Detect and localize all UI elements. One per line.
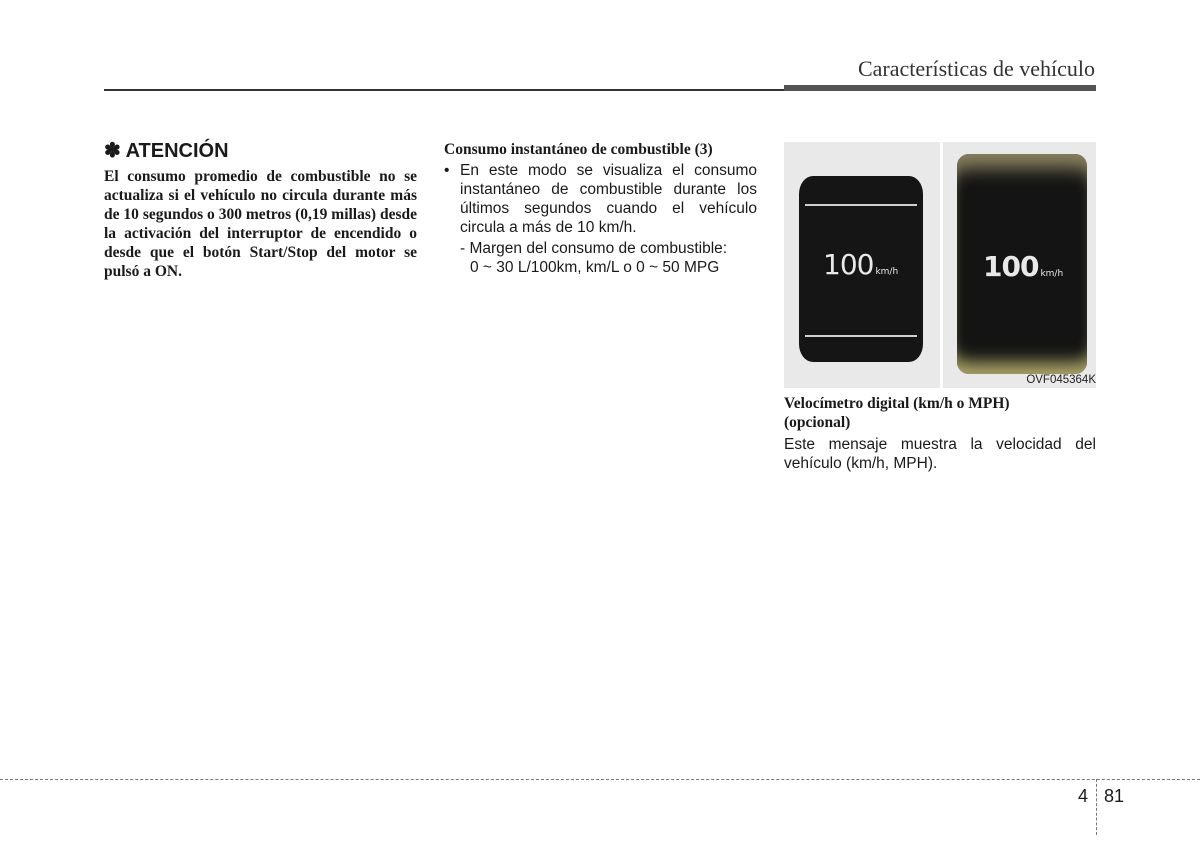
figure-divider xyxy=(940,142,943,388)
fuel-bullet-text: En este modo se visualiza el consumo instantáneo de combustible durante los últimos segundos cuando el vehículo circula a más de 10 km/h. xyxy=(460,162,757,236)
display-top-line xyxy=(805,204,917,206)
fuel-bullet xyxy=(444,161,757,237)
speed-readout-left xyxy=(823,248,898,281)
chapter-number: 4 xyxy=(1078,786,1089,806)
speedometer-body: Este mensaje muestra la velocidad del vehículo (km/h, MPH). xyxy=(784,436,1096,472)
attention-heading: ✽ ATENCIÓN xyxy=(104,140,229,162)
header-rule-thin xyxy=(104,89,784,91)
page-number: 81 xyxy=(1104,786,1125,806)
speedometer-heading-2: (opcional) xyxy=(784,414,851,431)
bullet-mark: • xyxy=(444,162,450,179)
footer-rule xyxy=(0,779,1200,780)
page-header-title: Características de vehículo xyxy=(857,56,1095,81)
speed-unit: km/h xyxy=(1040,269,1064,279)
speed-value: 100 xyxy=(823,248,874,281)
cluster-display-supervision xyxy=(957,154,1087,374)
speed-readout-right xyxy=(983,250,1063,283)
fuel-range-line2: 0 ~ 30 L/100km, km/L o 0 ~ 50 MPG xyxy=(470,259,720,276)
speedometer-caption xyxy=(784,394,1096,473)
footer-vertical-rule xyxy=(1096,779,1097,835)
display-bottom-line xyxy=(805,335,917,337)
cluster-display-standard xyxy=(799,176,923,362)
figure-code: OVF045364K xyxy=(1026,374,1096,386)
fuel-section-heading: Consumo instantáneo de combustible (3) xyxy=(444,141,713,158)
speedometer-heading-1: Velocímetro digital (km/h o MPH) xyxy=(784,395,1010,412)
fuel-consumption-section xyxy=(444,140,757,277)
attention-note xyxy=(104,138,417,281)
speed-value: 100 xyxy=(983,250,1039,283)
cluster-figure xyxy=(784,142,1096,388)
fuel-range-line1: - Margen del consumo de combustible: xyxy=(460,240,728,257)
attention-body: El consumo promedio de combustible no se actualiza si el vehículo no circula durante más de 10 segundos o 300 metros (0,19 millas) desde la activación del interruptor de encendido o desde que el botón Start/Stop del motor se pulsó a ON. xyxy=(104,168,417,280)
header-rule-thick xyxy=(784,85,1096,91)
speed-unit: km/h xyxy=(875,267,899,277)
